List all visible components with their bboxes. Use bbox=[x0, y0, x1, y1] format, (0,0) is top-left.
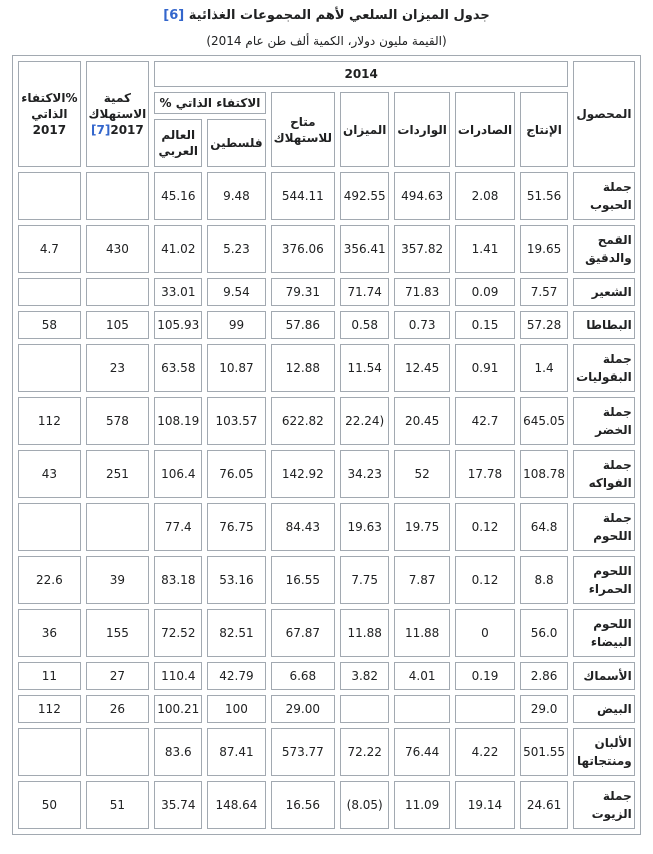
cell-self-sufficiency-2017: 36 bbox=[18, 609, 80, 657]
cell-available: 622.82 bbox=[271, 397, 335, 445]
header-consumption-2017-label: كمية الاستهلاك 2017 bbox=[88, 91, 147, 137]
cell-consumption-2017 bbox=[86, 172, 150, 220]
cell-product: القمح والدقيق bbox=[573, 225, 635, 273]
table-row bbox=[18, 344, 634, 392]
cell-balance: 11.88 bbox=[340, 609, 389, 657]
cell-arab-world: 41.02 bbox=[154, 225, 202, 273]
cell-self-sufficiency-2017: 43 bbox=[18, 450, 80, 498]
table-row bbox=[18, 225, 634, 273]
cell-balance: (8.05) bbox=[340, 781, 389, 829]
cell-balance: 356.41 bbox=[340, 225, 389, 273]
cell-available: 57.86 bbox=[271, 311, 335, 339]
cell-self-sufficiency-2017 bbox=[18, 172, 80, 220]
cell-imports: 20.45 bbox=[394, 397, 450, 445]
cell-balance: 71.74 bbox=[340, 278, 389, 306]
cell-production: 64.8 bbox=[520, 503, 568, 551]
cell-palestine: 5.23 bbox=[207, 225, 265, 273]
cell-production: 56.0 bbox=[520, 609, 568, 657]
cell-product: البيض bbox=[573, 695, 635, 723]
cell-consumption-2017: 26 bbox=[86, 695, 150, 723]
header-palestine: فلسطين bbox=[207, 119, 265, 167]
cell-imports: 52 bbox=[394, 450, 450, 498]
cell-available: 79.31 bbox=[271, 278, 335, 306]
cell-product: الأسماك bbox=[573, 662, 635, 690]
cell-imports: 357.82 bbox=[394, 225, 450, 273]
food-balance-table bbox=[12, 55, 640, 835]
table-row bbox=[18, 311, 634, 339]
cell-imports: 7.87 bbox=[394, 556, 450, 604]
cell-exports: 0.91 bbox=[455, 344, 515, 392]
cell-arab-world: 45.16 bbox=[154, 172, 202, 220]
cell-palestine: 99 bbox=[207, 311, 265, 339]
cell-imports bbox=[394, 695, 450, 723]
cell-production: 1.4 bbox=[520, 344, 568, 392]
cell-palestine: 76.05 bbox=[207, 450, 265, 498]
cell-imports: 12.45 bbox=[394, 344, 450, 392]
cell-production: 24.61 bbox=[520, 781, 568, 829]
cell-self-sufficiency-2017: 11 bbox=[18, 662, 80, 690]
cell-balance: 34.23 bbox=[340, 450, 389, 498]
cell-imports: 11.88 bbox=[394, 609, 450, 657]
cell-product: جملة الخضر bbox=[573, 397, 635, 445]
cell-imports: 76.44 bbox=[394, 728, 450, 776]
cell-available: 29.00 bbox=[271, 695, 335, 723]
cell-balance: 19.63 bbox=[340, 503, 389, 551]
cell-self-sufficiency-2017: 112 bbox=[18, 695, 80, 723]
table-row bbox=[18, 397, 634, 445]
cell-exports: 0 bbox=[455, 609, 515, 657]
cell-product: جملة الفواكه bbox=[573, 450, 635, 498]
cell-available: 573.77 bbox=[271, 728, 335, 776]
cell-consumption-2017 bbox=[86, 503, 150, 551]
cell-product: اللحوم البيضاء bbox=[573, 609, 635, 657]
caption-title: جدول الميزان السلعي لأهم المجموعات الغذائية bbox=[188, 8, 490, 23]
cell-production: 645.05 bbox=[520, 397, 568, 445]
cell-imports: 494.63 bbox=[394, 172, 450, 220]
cell-balance: 3.82 bbox=[340, 662, 389, 690]
cell-exports: 4.22 bbox=[455, 728, 515, 776]
cell-exports: 2.08 bbox=[455, 172, 515, 220]
cell-production: 51.56 bbox=[520, 172, 568, 220]
cell-arab-world: 108.19 bbox=[154, 397, 202, 445]
cell-arab-world: 35.74 bbox=[154, 781, 202, 829]
cell-consumption-2017: 251 bbox=[86, 450, 150, 498]
cell-consumption-2017: 27 bbox=[86, 662, 150, 690]
cell-palestine: 53.16 bbox=[207, 556, 265, 604]
cell-self-sufficiency-2017: 22.6 bbox=[18, 556, 80, 604]
cell-product: اللحوم الحمراء bbox=[573, 556, 635, 604]
cell-self-sufficiency-2017 bbox=[18, 278, 80, 306]
cell-product: جملة البقوليات bbox=[573, 344, 635, 392]
cell-production: 501.55 bbox=[520, 728, 568, 776]
cell-exports bbox=[455, 695, 515, 723]
cell-exports: 17.78 bbox=[455, 450, 515, 498]
cell-self-sufficiency-2017: 50 bbox=[18, 781, 80, 829]
cell-palestine: 76.75 bbox=[207, 503, 265, 551]
cell-imports: 11.09 bbox=[394, 781, 450, 829]
consumption-reference-link[interactable]: [7] bbox=[91, 123, 111, 137]
header-imports: الواردات bbox=[394, 92, 450, 167]
cell-arab-world: 100.21 bbox=[154, 695, 202, 723]
cell-arab-world: 83.18 bbox=[154, 556, 202, 604]
cell-imports: 71.83 bbox=[394, 278, 450, 306]
header-product: المحصول bbox=[573, 61, 635, 167]
cell-available: 16.56 bbox=[271, 781, 335, 829]
cell-available: 376.06 bbox=[271, 225, 335, 273]
caption-reference-link[interactable]: [6] bbox=[163, 8, 185, 23]
cell-production: 7.57 bbox=[520, 278, 568, 306]
cell-available: 12.88 bbox=[271, 344, 335, 392]
cell-exports: 19.14 bbox=[455, 781, 515, 829]
header-production: الإنتاج bbox=[520, 92, 568, 167]
table-row bbox=[18, 781, 634, 829]
table-row bbox=[18, 609, 634, 657]
cell-product: جملة اللحوم bbox=[573, 503, 635, 551]
cell-self-sufficiency-2017: 112 bbox=[18, 397, 80, 445]
cell-palestine: 9.54 bbox=[207, 278, 265, 306]
cell-consumption-2017: 155 bbox=[86, 609, 150, 657]
cell-self-sufficiency-2017: 58 bbox=[18, 311, 80, 339]
cell-imports: 0.73 bbox=[394, 311, 450, 339]
cell-balance: (22.24 bbox=[340, 397, 389, 445]
cell-product: البطاطا bbox=[573, 311, 635, 339]
cell-product: جملة الزيوت bbox=[573, 781, 635, 829]
cell-production: 57.28 bbox=[520, 311, 568, 339]
cell-consumption-2017: 51 bbox=[86, 781, 150, 829]
cell-self-sufficiency-2017 bbox=[18, 728, 80, 776]
cell-available: 16.55 bbox=[271, 556, 335, 604]
cell-arab-world: 63.58 bbox=[154, 344, 202, 392]
cell-palestine: 100 bbox=[207, 695, 265, 723]
cell-imports: 4.01 bbox=[394, 662, 450, 690]
cell-arab-world: 77.4 bbox=[154, 503, 202, 551]
cell-palestine: 82.51 bbox=[207, 609, 265, 657]
cell-production: 8.8 bbox=[520, 556, 568, 604]
cell-palestine: 10.87 bbox=[207, 344, 265, 392]
cell-self-sufficiency-2017 bbox=[18, 503, 80, 551]
header-year-2014: 2014 bbox=[154, 61, 568, 87]
cell-exports: 0.09 bbox=[455, 278, 515, 306]
cell-production: 2.86 bbox=[520, 662, 568, 690]
cell-balance: 492.55 bbox=[340, 172, 389, 220]
cell-palestine: 148.64 bbox=[207, 781, 265, 829]
table-row bbox=[18, 695, 634, 723]
cell-arab-world: 83.6 bbox=[154, 728, 202, 776]
table-row bbox=[18, 662, 634, 690]
cell-balance: 7.75 bbox=[340, 556, 389, 604]
cell-consumption-2017: 23 bbox=[86, 344, 150, 392]
cell-exports: 0.15 bbox=[455, 311, 515, 339]
header-self-sufficiency-2014: الاكتفاء الذاتي % bbox=[154, 92, 265, 114]
cell-available: 544.11 bbox=[271, 172, 335, 220]
table-row bbox=[18, 278, 634, 306]
cell-self-sufficiency-2017 bbox=[18, 344, 80, 392]
cell-arab-world: 110.4 bbox=[154, 662, 202, 690]
cell-palestine: 87.41 bbox=[207, 728, 265, 776]
cell-self-sufficiency-2017: 4.7 bbox=[18, 225, 80, 273]
table-row bbox=[18, 728, 634, 776]
cell-arab-world: 33.01 bbox=[154, 278, 202, 306]
cell-consumption-2017 bbox=[86, 278, 150, 306]
cell-consumption-2017: 39 bbox=[86, 556, 150, 604]
header-self-sufficiency-2017: %الاكتفاء الذاتي 2017 bbox=[18, 61, 80, 167]
table-subtitle: (القيمة مليون دولار، الكمية ألف طن عام 2014) bbox=[206, 34, 447, 48]
cell-consumption-2017: 430 bbox=[86, 225, 150, 273]
cell-exports: 42.7 bbox=[455, 397, 515, 445]
cell-exports: 0.19 bbox=[455, 662, 515, 690]
header-available-consumption: متاح للاستهلاك bbox=[271, 92, 335, 167]
cell-balance: 0.58 bbox=[340, 311, 389, 339]
table-row bbox=[18, 503, 634, 551]
cell-production: 29.0 bbox=[520, 695, 568, 723]
cell-available: 67.87 bbox=[271, 609, 335, 657]
cell-available: 84.43 bbox=[271, 503, 335, 551]
cell-available: 6.68 bbox=[271, 662, 335, 690]
cell-consumption-2017: 105 bbox=[86, 311, 150, 339]
cell-exports: 0.12 bbox=[455, 503, 515, 551]
cell-palestine: 42.79 bbox=[207, 662, 265, 690]
table-caption bbox=[0, 0, 653, 24]
cell-arab-world: 72.52 bbox=[154, 609, 202, 657]
table-row bbox=[18, 172, 634, 220]
cell-exports: 0.12 bbox=[455, 556, 515, 604]
header-consumption-2017 bbox=[86, 61, 150, 167]
cell-product: الشعير bbox=[573, 278, 635, 306]
cell-production: 19.65 bbox=[520, 225, 568, 273]
cell-balance: 72.22 bbox=[340, 728, 389, 776]
table-row bbox=[18, 450, 634, 498]
cell-product: جملة الحبوب bbox=[573, 172, 635, 220]
header-arab-world: العالم العربي bbox=[154, 119, 202, 167]
cell-production: 108.78 bbox=[520, 450, 568, 498]
cell-available: 142.92 bbox=[271, 450, 335, 498]
cell-consumption-2017: 578 bbox=[86, 397, 150, 445]
cell-palestine: 9.48 bbox=[207, 172, 265, 220]
cell-consumption-2017 bbox=[86, 728, 150, 776]
cell-balance bbox=[340, 695, 389, 723]
cell-arab-world: 106.4 bbox=[154, 450, 202, 498]
cell-palestine: 103.57 bbox=[207, 397, 265, 445]
cell-imports: 19.75 bbox=[394, 503, 450, 551]
table-row bbox=[18, 556, 634, 604]
cell-arab-world: 105.93 bbox=[154, 311, 202, 339]
cell-balance: 11.54 bbox=[340, 344, 389, 392]
header-balance: الميزان bbox=[340, 92, 389, 167]
cell-exports: 1.41 bbox=[455, 225, 515, 273]
header-exports: الصادرات bbox=[455, 92, 515, 167]
cell-product: الألبان ومنتجاتها bbox=[573, 728, 635, 776]
